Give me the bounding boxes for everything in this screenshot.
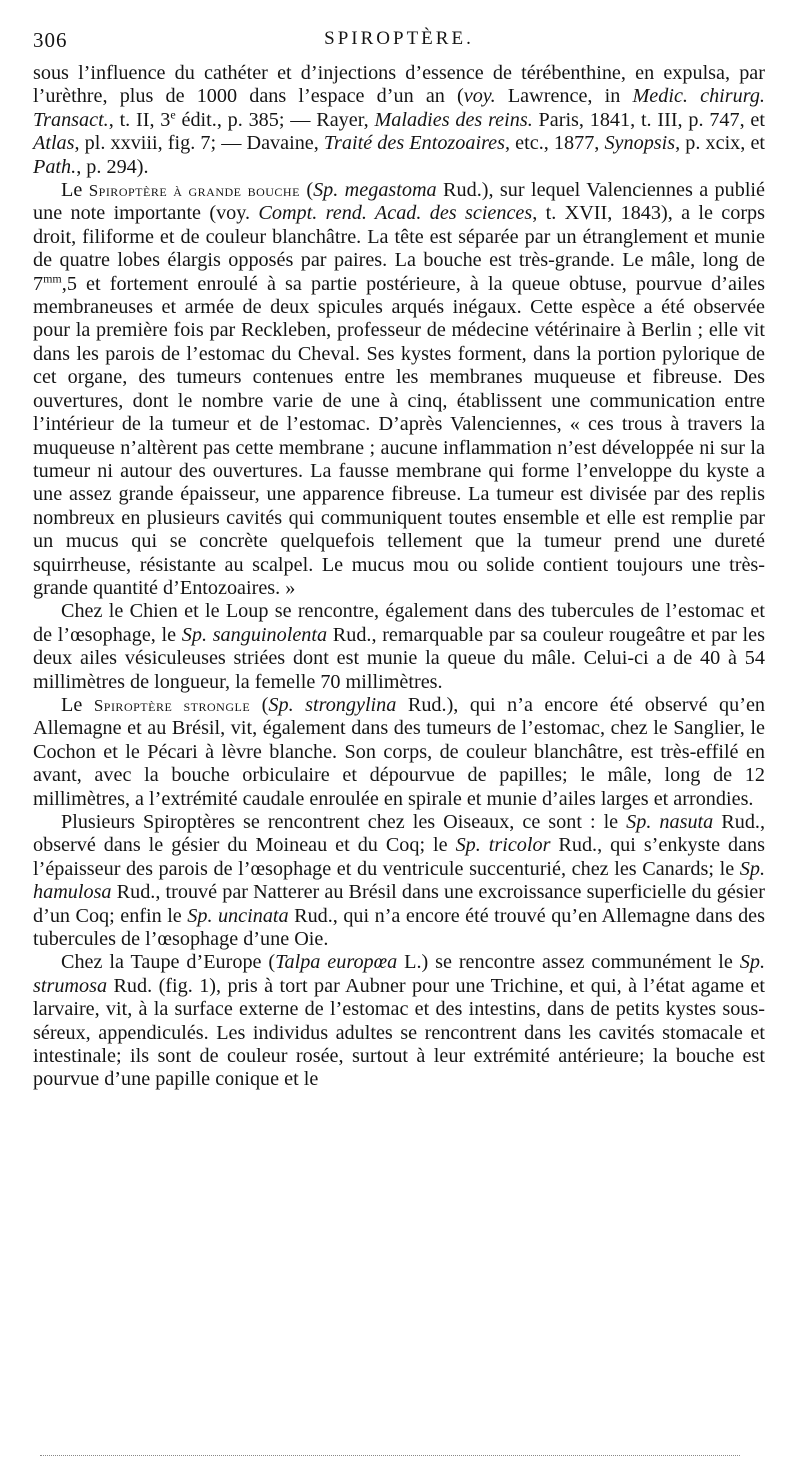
page-number: 306: [33, 28, 68, 52]
italic-text: Sp. nasuta: [626, 811, 714, 833]
text-span: Rud., remarquable par sa couleur rougeâtre et par les deux ailes vésiculeuses striées dont est munie la queue du mâle. Celui-ci a de 40 à 54 millimètres de longueur, la femelle 70 millimètres.: [33, 623, 765, 693]
text-span: Rud.), qui n’a encore été observé qu’en Allemagne et au Brésil, vit, également dans des tumeurs de l’estomac, chez le Sanglier, le Cochon et le Pécari à lèvre blanche. Son corps, de couleur blanchâtre, est très-effilé en avant, avec la bouche orbiculaire et dépourvue de papilles; le mâle, long de 12 millimètres, a l’extrémité caudale enroulée en spirale et munie d’ailes larges et arrondies.: [33, 693, 766, 810]
superscript-text: mm: [43, 270, 62, 285]
italic-text: Traité des Entozoaires: [323, 132, 506, 155]
paragraph-spiroptere-grande-bouche: [33, 179, 765, 600]
italic-text: voy.: [463, 85, 496, 108]
italic-text: Synopsis: [604, 132, 676, 155]
text-span: , etc., 1877,: [505, 132, 605, 155]
italic-text: Path.: [33, 155, 77, 178]
italic-text: Sp. uncinata: [187, 904, 289, 927]
italic-text: Medic. chirurg. Transact.: [33, 85, 765, 131]
italic-text: Sp. strongylina: [268, 693, 397, 716]
paragraph-sp-sanguinolenta: [33, 600, 765, 694]
text-span: Lawrence, in: [495, 85, 633, 108]
page: [33, 28, 765, 1092]
text-span: Le: [61, 693, 94, 716]
text-span: , p. 294).: [76, 155, 149, 178]
italic-text: Atlas: [33, 132, 75, 155]
text-span: Rud., qui n’a encore été trouvé qu’en Allemagne dans des tubercules de l’œsophage d’une Oie.: [33, 904, 765, 951]
italic-text: Sp. megastoma: [313, 179, 437, 202]
text-span: Rud., observé dans le gésier du Moineau et du Coq; le: [33, 811, 766, 857]
text-span: Rud. (fig. 1), pris à tort par Aubner pour une Trichine, et qui, à l’état agame et larvaire, vit, à la surface externe de l’estomac et des intestins, dans de petits kystes sous-séreux, appendiculés. Les individus adultes se rencontrent dans les cavités stomacale et intestinale; ils sont de couleur rosée, surtout à leur extrémité antérieure; la bouche est pourvue d’une papille conique et le: [33, 974, 765, 1091]
text-span: édit., p. 385; — Rayer,: [175, 108, 375, 131]
text-span: (: [299, 179, 314, 202]
paragraph-taupe-europe: [33, 951, 765, 1091]
text-span: L.) se rencontre assez communément le: [397, 951, 740, 974]
text-span: ,5 et fortement enroulé à sa partie postérieure, à la queue obtuse, pourvue d’ailes membraneuses et armée de deux spicules arqués inégaux. Cette espèce a été observée pour la première fois par Reckleben, professeur de médecine vétérinaire à Berlin ; elle vit dans les parois de l’estomac du Cheval. Ses kystes forment, dans la portion pylorique de cet organe, des tumeurs contenues entre les membranes muqueuse et fibreuse. Des ouvertures, dont le nombre varie de une à cinq, établissent une communication entre l’intérieur de la tumeur et de l’estomac. D’après Valenciennes, « ces trous à travers la muqueuse n’altèrent pas cette membrane ; aucune inflammation n’est développée ni sur la tumeur ni autour des ouvertures. La fausse membrane qui forme l’enveloppe du kyste a une assez grande épaisseur, une apparence fibreuse. La tumeur est divisée par des replis nombreux en plusieurs cavités qui communiquent toutes ensemble et elle est remplie par un mucus qui se concrète quelquefois tellement que la tumeur prend une dureté squirrheuse, résistante au scalpel. Le mucus mou ou solide contient toujours une très-grande quantité d’Entozoaires. »: [33, 272, 765, 599]
text-span: (: [250, 693, 269, 716]
paragraph-continuation: [33, 62, 765, 179]
text-span: Paris, 1841, t. III, p. 747, et: [532, 108, 765, 131]
italic-text: Talpa europœa: [275, 951, 398, 974]
italic-text: Sp. tricolor: [455, 834, 551, 857]
italic-text: Sp. hamulosa: [33, 857, 765, 904]
body-text: [33, 62, 765, 1092]
paragraph-spiropteres-oiseaux: [33, 811, 765, 951]
text-span: Plusieurs Spiroptères se rencontrent chez les Oiseaux, ce sont : le: [61, 811, 627, 833]
text-span: Rud.), sur lequel Valenciennes a publié une note importante (voy.: [33, 179, 766, 225]
text-span: Rud., qui s’enkyste dans l’épaisseur des parois de l’œsophage et du ventricule succenturié, chez les Canards; le: [33, 834, 766, 880]
small-caps-text: Spiroptère à grande bouche: [88, 181, 300, 201]
superscript-text: e: [170, 107, 176, 122]
page-header: [33, 28, 765, 58]
text-span: Rud., trouvé par Natterer au Brésil dans une excroissance superficielle du gésier d’un Coq; enfin le: [33, 881, 765, 927]
text-span: , pl. xxviii, fig. 7; — Davaine,: [74, 132, 324, 155]
running-title: SPIROPTÈRE.: [324, 28, 474, 49]
text-span: Chez la Taupe d’Europe (: [61, 951, 276, 974]
text-span: , t. II, 3: [108, 108, 171, 131]
text-span: , p. xcix, et: [675, 132, 766, 155]
text-span: sous l’influence du cathéter et d’injections d’essence de térébenthine, en expulsa, par l’urèthre, plus de 1000 dans l’espace d’un an (: [33, 62, 765, 108]
text-span: , t. XVII, 1843), a le corps droit, filiforme et de couleur blanchâtre. La tête est séparée par un étranglement et munie de quatre lobes élargis opposés par paires. La bouche est très-grande. Le mâle, long de 7: [33, 202, 765, 295]
italic-text: Maladies des reins.: [374, 108, 533, 131]
italic-text: Compt. rend. Acad. des sciences: [258, 202, 533, 225]
italic-text: Sp. strumosa: [33, 951, 765, 997]
italic-text: Sp. sanguinolenta: [181, 623, 328, 646]
text-span: Chez le Chien et le Loup se rencontre, également dans des tubercules de l’estomac et de l’œsophage, le: [33, 600, 765, 646]
small-caps-text: Spiroptère strongle: [93, 695, 251, 715]
paragraph-spiroptere-strongle: [33, 694, 765, 811]
footer-rule: [40, 1455, 740, 1456]
text-span: Le: [61, 179, 89, 202]
